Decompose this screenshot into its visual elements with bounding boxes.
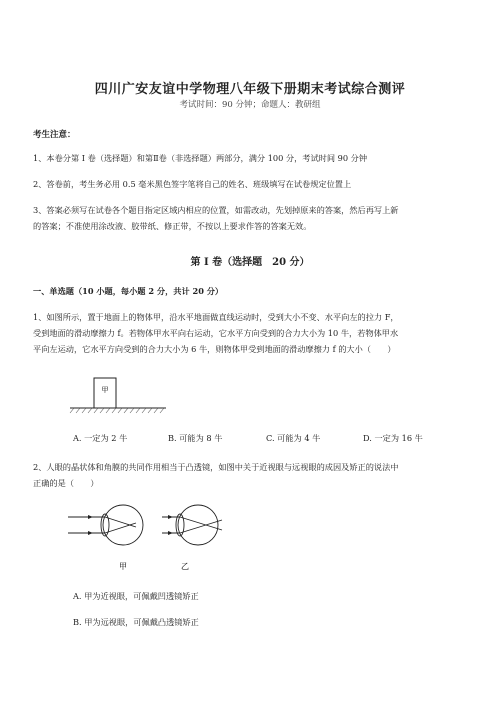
q2-option-b[interactable]: B. 甲为远视眼，可佩戴凸透镜矫正: [73, 617, 199, 627]
q1-option-b[interactable]: B. 可能为 8 牛: [168, 433, 223, 443]
q1-line-3: 平向左运动，它水平方向受到的合力大小为 6 牛，则物体甲受到地面的滑动摩擦力 f 的大小（ ）: [33, 344, 396, 354]
q2-line-1: 2、人眼的晶状体和角膜的共同作用相当于凸透镜，如图中关于近视眼与远视眼的成因及矫正的说法中: [33, 462, 399, 472]
part-heading: 一、单选题（10 小题，每小题 2 分，共计 20 分）: [33, 286, 224, 296]
q1-line-2: 受到地面的滑动摩擦力 f。若物体甲水平向右运动，它水平方向受到的合力大小为 10 牛，若物体甲水: [33, 328, 399, 338]
notice-item-2: 2、答卷前，考生务必用 0.5 毫米黑色签字笔将自己的姓名、班级填写在试卷规定位置上: [33, 179, 352, 189]
q2-eye-figure: [66, 497, 226, 575]
exam-title: 四川广安友谊中学物理八年级下册期末考试综合测评: [94, 82, 406, 97]
q2-label-jia: 甲: [119, 562, 127, 571]
notice-item-3: 3、答案必须写在试卷各个题目指定区域内相应的位置，如需改动，先划掉原来的答案，然后再写上新: [33, 205, 399, 215]
exam-subtitle: 考试时间：90 分钟；命题人：教研组: [179, 100, 321, 110]
q1-figure-label: 甲: [101, 386, 109, 394]
q1-line-1: 1、如图所示，置于地面上的物体甲，沿水平地面做直线运动时，受到大小不变、水平向左的拉力 F，: [33, 312, 399, 322]
notice-item-1: 1、本卷分第 I 卷（选择题）和第Ⅱ卷（非选择题）两部分，满分 100 分，考试时间 90 分钟: [33, 153, 368, 163]
q1-option-a[interactable]: A. 一定为 2 牛: [73, 433, 128, 443]
notice-heading: 考生注意：: [33, 130, 76, 140]
q1-option-c[interactable]: C. 可能为 4 牛: [266, 433, 321, 443]
section-title: 第 I 卷（选择题 20 分）: [190, 257, 310, 268]
q2-option-a[interactable]: A. 甲为近视眼，可佩戴凹透镜矫正: [73, 591, 199, 601]
notice-item-3-cont: 的答案；不准使用涂改液、胶带纸、修正带，不按以上要求作答的答案无效。: [33, 221, 312, 231]
q2-label-yi: 乙: [181, 562, 189, 571]
q1-block-figure: [68, 370, 168, 415]
q2-line-2: 正确的是（ ）: [33, 478, 99, 488]
q1-option-d[interactable]: D. 一定为 16 牛: [363, 433, 423, 443]
